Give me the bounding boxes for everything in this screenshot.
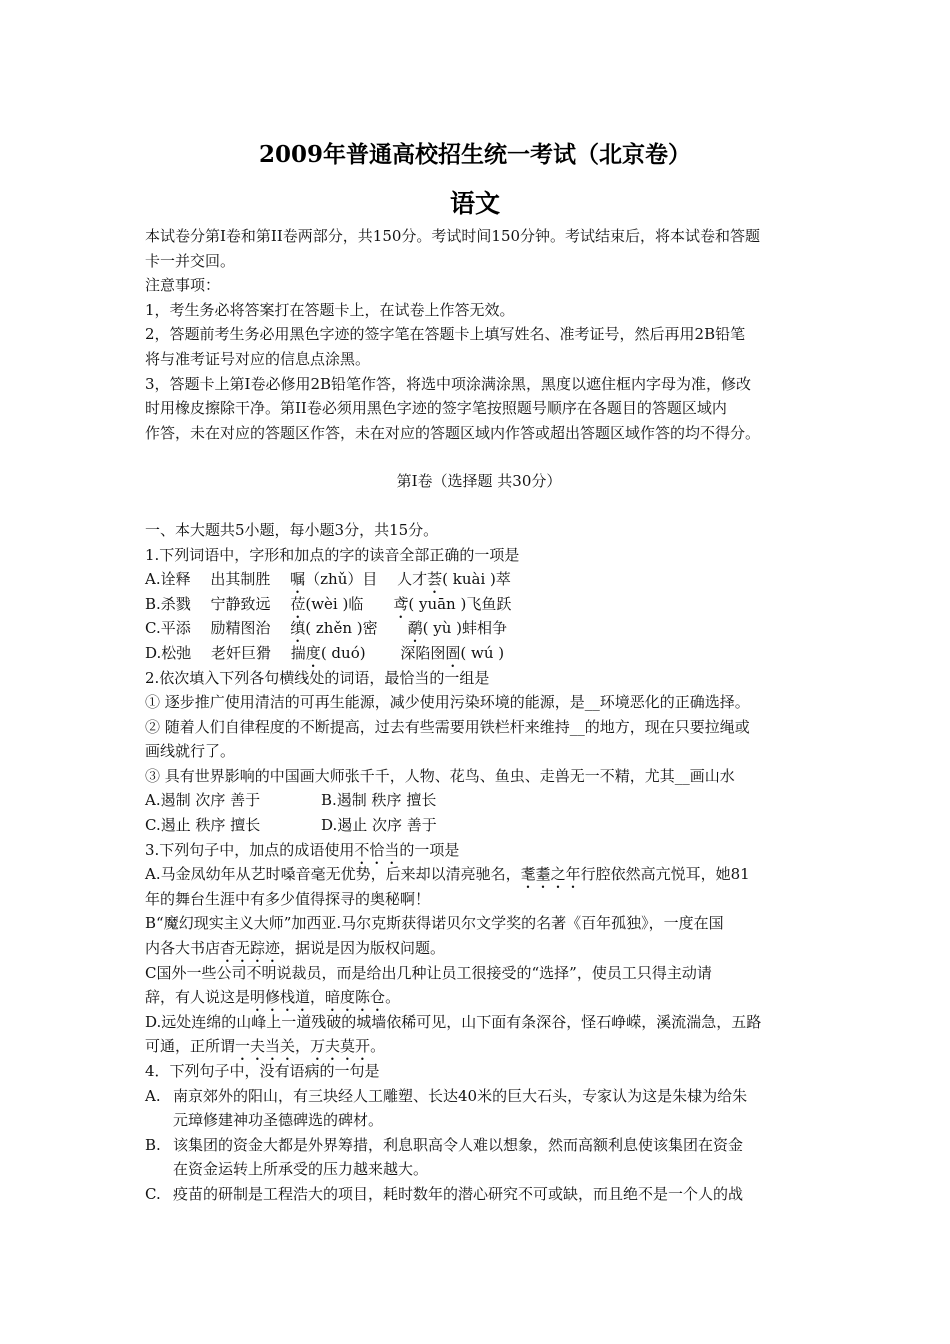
note-3-cont: 时用橡皮擦除干净。第II卷必须用黑色字迹的签字笔按照题号顺序在各题目的答题区域内 xyxy=(145,399,727,418)
section-heading: 第I卷（选择题 共30分） xyxy=(396,472,562,491)
q1-option-a: A.诠释 出其制胜 嘱（zhǔ）目 人才荟( kuài )萃 xyxy=(145,570,511,589)
question-2-stem: 2.依次填入下列各句横线处的词语，最恰当的一组是 xyxy=(145,668,490,687)
note-1: 1，考生务必将答案打在答题卡上，在试卷上作答无效。 xyxy=(145,300,515,319)
q3-option-d-cont: 可通，正所谓一夫当关，万夫莫开。 xyxy=(145,1037,386,1056)
q1-option-d: D.松弛 老奸巨猾 揣度( duó) 深陷囹圄( wú ) xyxy=(145,643,505,662)
q3-option-a-cont: 年的舞台生涯中有多少值得探寻的奥秘啊！ xyxy=(145,889,431,908)
note-3-cont: 作答，未在对应的答题区作答，未在对应的答题区域内作答或超出答题区域作答的均不得分。 xyxy=(145,423,761,442)
question-3-stem: 3.下列句子中，加点的成语使用不恰当的一项是 xyxy=(145,840,460,859)
question-1-stem: 1.下列词语中，字形和加点的字的读音全部正确的一项是 xyxy=(145,545,520,564)
q3-option-d: D.远处连绵的山峰上一道残破的城墙依稀可见，山下面有条深谷，怪石峥嵘，溪流湍急，五路 xyxy=(145,1012,762,1031)
q3-option-b: B“魔幻现实主义大师”加西亚.马尔克斯获得诺贝尔文学奖的名著《百年孤独》，一度在国 xyxy=(145,914,724,933)
q3-option-a: A.马金凤幼年从艺时嗓音毫无优势，后来却以清亮驰名，耄耋之年行腔依然高亢悦耳，她81 xyxy=(145,865,750,884)
q2-sentence-2-cont: 画线就行了。 xyxy=(145,742,236,761)
q1-option-c: C.平添 励精图治 缜( zhěn )密 鹬( yù )蚌相争 xyxy=(145,619,508,638)
q2-sentence-3: ③ 具有世界影响的中国画大师张千千，人物、花鸟、鱼虫、走兽无一不精，尤其__画山水 xyxy=(145,766,735,785)
q3-option-c-cont: 辞，有人说这是明修栈道，暗度陈仓。 xyxy=(145,988,401,1007)
exam-body xyxy=(145,224,813,1207)
subject-title: 语文 xyxy=(449,189,500,218)
note-2: 2，答题前考生务必用黑色字迹的签字笔在答题卡上填写姓名、准考证号，然后再用2B铅笔 xyxy=(145,325,746,344)
q4-option-a-cont: 元璋修建神功圣德碑选的碑材。 xyxy=(173,1111,384,1130)
intro-line: 卡一并交回。 xyxy=(145,251,236,270)
intro-line: 本试卷分第I卷和第II卷两部分，共150分。考试时间150分钟。考试结束后，将本试卷和答题 xyxy=(145,227,761,245)
part-heading: 一、本大题共5小题，每小题3分，共15分。 xyxy=(145,520,439,539)
q3-option-b-cont: 内各大书店杳无踪迹，据说是因为版权问题。 xyxy=(145,939,446,958)
q2-options-ab: A.遏制 次序 善于 B.遏制 秩序 擅长 xyxy=(145,791,437,810)
q4-option-a: A. 南京郊外的阳山，有三块经人工雕塑、长达40米的巨大石头，专家认为这是朱棣为给朱 xyxy=(145,1086,748,1105)
note-2-cont: 将与准考证号对应的信息点涂黑。 xyxy=(145,349,371,368)
q4-option-b-cont: 在资金运转上所承受的压力越来越大。 xyxy=(173,1160,429,1179)
exam-title: 2009年普通高校招生统一考试（北京卷） xyxy=(258,141,691,168)
note-3: 3，答题卡上第I卷必修用2B铅笔作答，将选中项涂满涂黑，黑度以遮住框内字母为准，修改 xyxy=(145,374,752,393)
question-4-stem: 4．下列句子中，没有语病的一句是 xyxy=(145,1062,380,1080)
notes-heading: 注意事项： xyxy=(145,276,221,295)
q1-option-b: B.杀戮 宁静致远 莅(wèi )临 鸢( yuān )飞鱼跃 xyxy=(145,594,512,613)
q4-option-b: B. 该集团的资金大都是外界筹措，利息职高令人难以想象，然而高额利息使该集团在资金 xyxy=(145,1135,744,1154)
q2-sentence-2: ② 随着人们自律程度的不断提高，过去有些需要用铁栏杆来维持__的地方，现在只要拉绳或 xyxy=(145,717,750,736)
q2-options-cd: C.遏止 秩序 擅长 D.遏止 次序 善于 xyxy=(145,816,437,835)
q3-option-c: C国外一些公司不明说裁员，而是给出几种让员工很接受的“选择”，使员工只得主动请 xyxy=(145,963,712,982)
q2-sentence-1: ① 逐步推广使用清洁的可再生能源，减少使用污染环境的能源，是__环境恶化的正确选择。 xyxy=(145,693,750,712)
q4-option-c: C. 疫苗的研制是工程浩大的项目，耗时数年的潜心研究不可或缺，而且绝不是一个人的战 xyxy=(145,1184,744,1203)
